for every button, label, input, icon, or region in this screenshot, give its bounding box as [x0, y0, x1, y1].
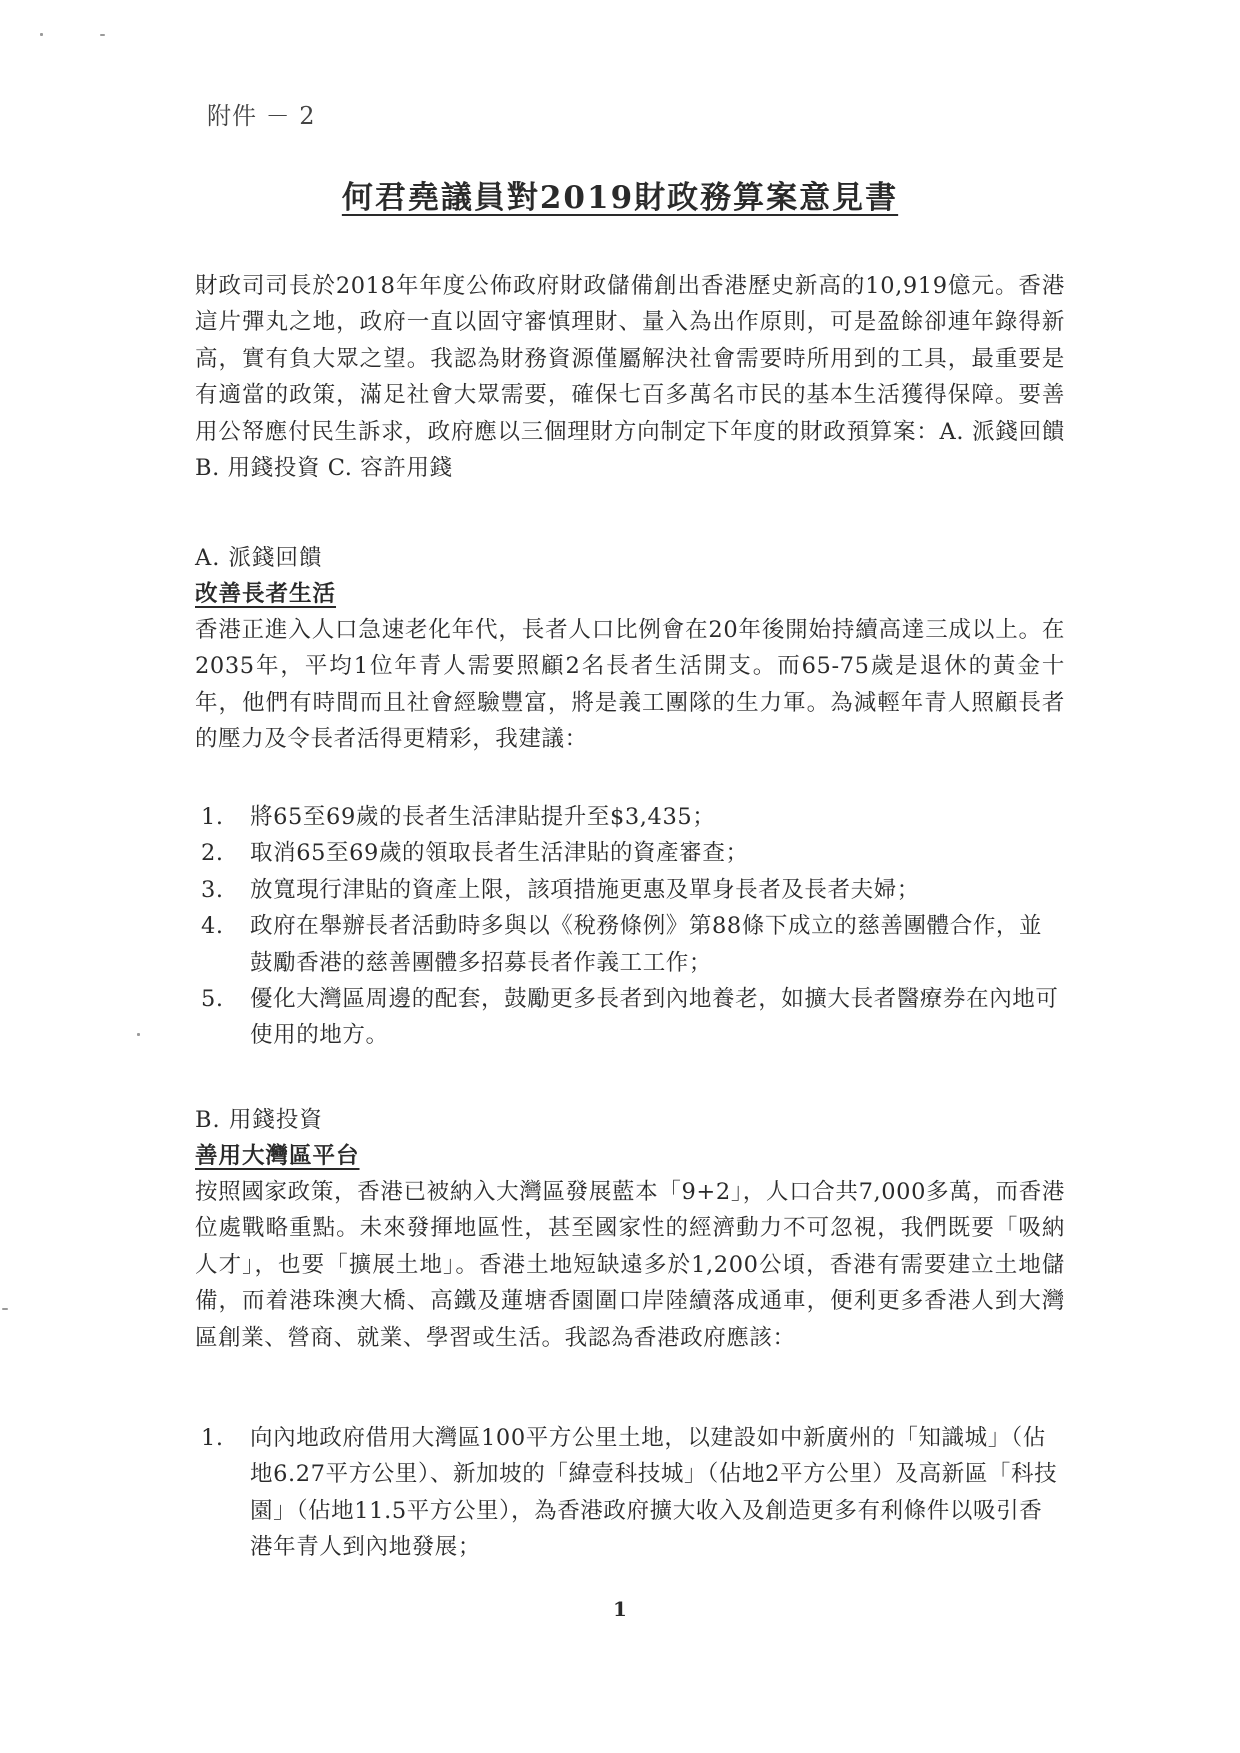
list-item-text: 將65至69歲的長者生活津貼提升至$3,435；	[250, 804, 716, 830]
document-title-text: 何君堯議員對2019財政務算案意見書	[341, 180, 899, 216]
scan-speck	[100, 34, 105, 36]
list-item-number: 2.	[201, 840, 224, 867]
scan-speck	[40, 33, 43, 36]
section-a-list	[195, 799, 1065, 1054]
section-a-heading: A. 派錢回饋	[195, 545, 323, 571]
page-number: 1	[613, 1597, 627, 1621]
list-item-text: 優化大灣區周邊的配套，鼓勵更多長者到內地養老，如擴大長者醫療券在內地可使用的地方。	[250, 986, 1059, 1049]
list-item	[195, 872, 1065, 908]
list-item	[195, 981, 1065, 1054]
intro-paragraph: 財政司司長於2018年年度公佈政府財政儲備創出香港歷史新高的10,919億元。香港這片彈丸之地，政府一直以固守審慎理財、量入為出作原則，可是盈餘卻連年錄得新高，實有負大眾之望。我認為財務資源僅屬解決社會需要時所用到的工具，最重要是有適當的政策，滿足社會大眾需要，確保七百多萬名市民的基本生活獲得保障。要善用公帑應付民生訴求，政府應以三個理財方向制定下年度的財政預算案：A. 派錢回饋 B. 用錢投資 C. 容許用錢	[195, 273, 1065, 482]
list-item	[195, 799, 1065, 835]
document-title	[0, 172, 1240, 217]
section-b-heading: B. 用錢投資	[195, 1107, 323, 1133]
annex-label: 附件 － 2	[207, 102, 316, 130]
list-item-text: 放寬現行津貼的資產上限，該項措施更惠及單身長者及長者夫婦；	[250, 876, 920, 903]
scan-speck	[137, 1033, 140, 1036]
list-item-number: 4.	[201, 913, 224, 940]
list-item	[195, 908, 1065, 981]
section-b-list	[195, 1420, 1065, 1566]
section-b-body: 按照國家政策，香港已被納入大灣區發展藍本「9+2」，人口合共7,000多萬，而香港位處戰略重點。未來發揮地區性，甚至國家性的經濟動力不可忽視，我們既要「吸納人才」，也要「擴展土地」。香港土地短缺遠多於1,200公頃，香港有需要建立土地儲備，而着港珠澳大橋、高鐵及蓮塘香園圍口岸陸續落成通車，便利更多香港人到大灣區創業、營商、就業、學習或生活。我認為香港政府應該：	[195, 1179, 1065, 1351]
list-item-number: 1.	[201, 804, 224, 830]
section-b-subheading: 善用大灣區平台	[195, 1143, 360, 1169]
list-item-number: 1.	[201, 1425, 224, 1451]
list-item-number: 3.	[201, 876, 224, 903]
list-item-text: 向內地政府借用大灣區100平方公里土地，以建設如中新廣州的「知識城」（佔地6.27平方公里）、新加坡的「緯壹科技城」（佔地2平方公里）及高新區「科技園」（佔地11.5平方公里），為香港政府擴大收入及創造更多有利條件以吸引香港年青人到內地發展；	[250, 1425, 1058, 1561]
list-item-text: 取消65至69歲的領取長者生活津貼的資產審查；	[250, 840, 749, 867]
scan-speck	[2, 1308, 8, 1310]
list-item	[195, 1420, 1065, 1566]
section-a-subheading: 改善長者生活	[195, 581, 337, 607]
list-item-text: 政府在舉辦長者活動時多與以《稅務條例》第88條下成立的慈善團體合作，並鼓勵香港的慈善團體多招募長者作義工工作；	[250, 913, 1043, 976]
list-item	[195, 835, 1065, 871]
list-item-number: 5.	[201, 986, 224, 1013]
section-a-body: 香港正進入人口急速老化年代，長者人口比例會在20年後開始持續高達三成以上。在2035年，平均1位年青人需要照顧2名長者生活開支。而65-75歲是退休的黃金十年，他們有時間而且社會經驗豐富，將是義工團隊的生力軍。為減輕年青人照顧長者的壓力及令長者活得更精彩，我建議：	[195, 617, 1065, 753]
